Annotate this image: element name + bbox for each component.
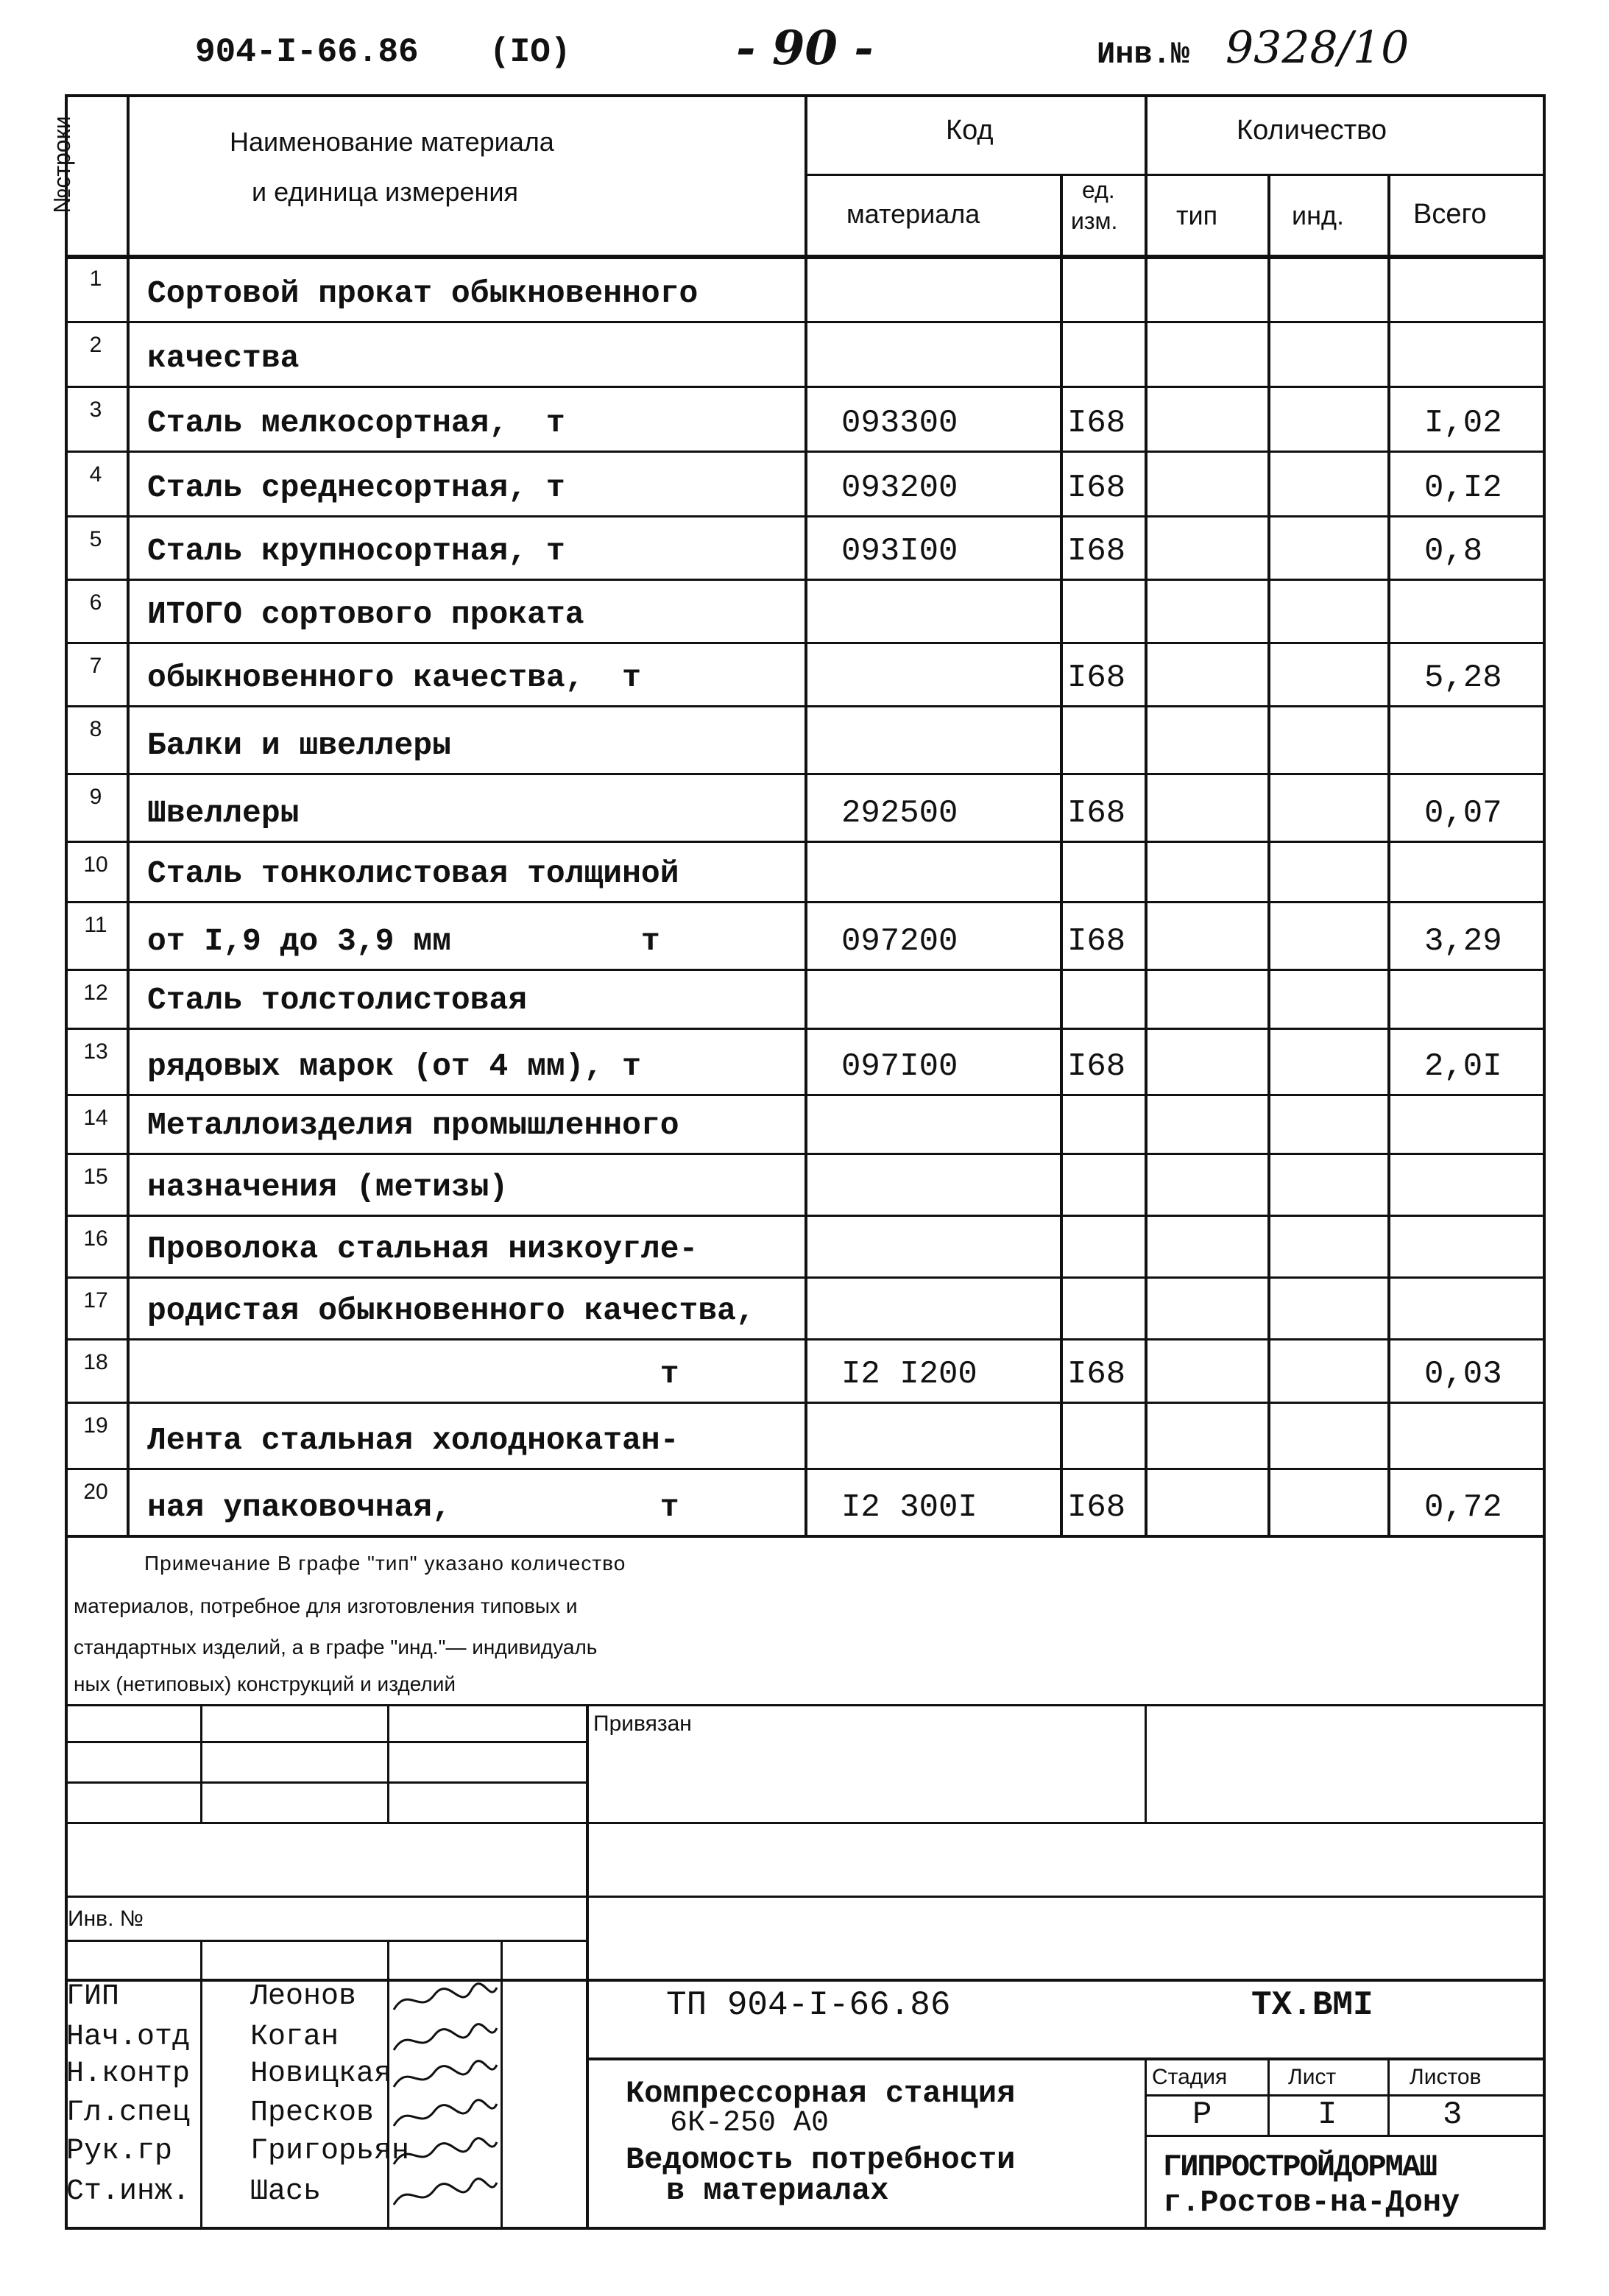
unit-code: I68	[1067, 533, 1126, 570]
material-name: рядовых марок (от 4 мм), т	[147, 1048, 641, 1084]
row-number: 13	[83, 1039, 108, 1064]
stamp-bottom-border	[65, 2227, 1546, 2230]
stamp-grid-line	[65, 1741, 586, 1743]
stamp-col-line	[1387, 2057, 1390, 2135]
unit-code: I68	[1067, 1356, 1126, 1393]
material-header: материала	[846, 199, 980, 229]
material-name: ная упаковочная, т	[147, 1489, 679, 1525]
stamp-col-line	[501, 1940, 503, 2227]
sheet-value: I	[1318, 2097, 1337, 2133]
row-number: 2	[89, 333, 102, 357]
row-divider	[65, 1338, 1546, 1340]
unit-code: I68	[1067, 1048, 1126, 1085]
row-divider	[65, 841, 1546, 843]
name-header-line1: Наименование материала	[230, 127, 554, 157]
stamp-col-line	[1267, 2057, 1270, 2135]
material-name: Сталь толстолистовая	[147, 982, 528, 1018]
row-divider	[65, 321, 1546, 323]
table-right-border	[1543, 94, 1546, 2229]
note-line-1: Примечание В графе "тип" указано количество	[144, 1552, 626, 1575]
sheet-ref: (IO)	[489, 33, 571, 71]
handwritten-signature	[390, 2098, 501, 2135]
row-divider	[65, 1028, 1546, 1030]
signer-name: Шась	[250, 2175, 322, 2208]
row-number: 3	[89, 398, 102, 422]
row-number: 5	[89, 527, 102, 551]
sheets-label: Листов	[1410, 2065, 1482, 2089]
material-name: назначения (метизы)	[147, 1169, 509, 1205]
stamp-col-line	[200, 1704, 202, 1822]
row-divider	[65, 515, 1546, 518]
row-number: 20	[83, 1480, 108, 1504]
sheet-label: Лист	[1288, 2065, 1337, 2089]
material-name: Сталь мелкосортная, т	[147, 405, 565, 441]
note-line-2: материалов, потребное для изготовления типовых и	[74, 1594, 578, 1617]
total-quantity: 0,72	[1424, 1489, 1502, 1526]
stamp-grid-line	[65, 1781, 586, 1784]
row-divider	[65, 773, 1546, 775]
row-divider	[65, 386, 1546, 388]
doc-code: 904-I-66.86	[195, 33, 419, 71]
col-divider-ind	[1387, 174, 1390, 1535]
row-number: 15	[83, 1165, 108, 1189]
name-header-line2: и единица измерения	[252, 177, 519, 207]
col-divider-unit	[1145, 94, 1147, 1535]
row-number: 7	[89, 654, 102, 678]
unit-code: I68	[1067, 660, 1126, 696]
material-name: ИТОГО сортового проката	[147, 596, 584, 632]
material-code: I2 I200	[841, 1356, 977, 1393]
row-number: 1	[89, 266, 102, 291]
page-number: - 90 -	[736, 21, 874, 76]
note-line-3: стандартных изделий, а в графе "инд."— индивидуаль	[74, 1636, 598, 1659]
material-name: Сталь крупносортная, т	[147, 533, 565, 569]
material-name: родистая обыкновенного качества,	[147, 1293, 755, 1329]
row-number: 4	[89, 462, 102, 487]
row-divider	[65, 1153, 1546, 1155]
unit-code: I68	[1067, 923, 1126, 960]
stamp-col-line	[586, 1704, 589, 2228]
unit-header-line2: изм.	[1071, 208, 1118, 234]
row-divider	[65, 579, 1546, 581]
material-name: от I,9 до 3,9 мм т	[147, 923, 660, 959]
row-divider	[65, 901, 1546, 903]
table-bottom-border	[65, 1535, 1546, 1538]
sheets-value: 3	[1443, 2097, 1463, 2133]
stamp-info-border	[586, 2057, 1546, 2060]
signer-role: Гл.спец	[66, 2097, 191, 2130]
col-divider-code	[1060, 174, 1063, 1535]
row-number-header: №строки	[49, 116, 75, 213]
row-divider	[65, 705, 1546, 707]
total-quantity: 2,0I	[1424, 1048, 1502, 1085]
material-name: т	[147, 1356, 679, 1392]
material-name: Сортовой прокат обыкновенного	[147, 275, 699, 311]
title-line-2: 6К-250 А0	[670, 2107, 830, 2140]
signer-name: Новицкая	[250, 2057, 392, 2091]
row-number: 16	[83, 1226, 108, 1251]
total-quantity: I,02	[1424, 405, 1502, 442]
row-number: 18	[83, 1350, 108, 1374]
material-name: Лента стальная холоднокатан-	[147, 1422, 679, 1458]
organization-line-1: ГИПРОСТРОЙДОРМАШ	[1163, 2150, 1437, 2185]
row-number: 14	[83, 1106, 108, 1130]
total-quantity: 5,28	[1424, 660, 1502, 696]
quantity-header: Количество	[1237, 115, 1387, 146]
drawing-mark: ТХ.ВМI	[1251, 1986, 1373, 2024]
header-sub-divider	[804, 174, 1543, 176]
handwritten-signature	[390, 2059, 501, 2096]
signer-role: ГИП	[66, 1980, 120, 2013]
total-quantity: 0,07	[1424, 795, 1502, 832]
ind-header: инд.	[1292, 200, 1344, 230]
signer-role: Н.контр	[66, 2057, 191, 2091]
signer-role: Нач.отд	[66, 2021, 191, 2054]
row-number: 11	[84, 913, 107, 937]
material-name: обыкновенного качества, т	[147, 660, 641, 696]
material-code: 093300	[841, 405, 958, 442]
material-name: качества	[147, 340, 300, 376]
stamp-grid-line	[65, 1940, 586, 1942]
stamp-col-line	[1145, 2057, 1147, 2228]
total-quantity: 3,29	[1424, 923, 1502, 960]
row-number: 12	[83, 981, 108, 1005]
handwritten-signature	[390, 2177, 501, 2214]
signer-name: Леонов	[250, 1980, 357, 2013]
material-name: Сталь тонколистовая толщиной	[147, 855, 679, 891]
stage-value: Р	[1192, 2097, 1212, 2133]
unit-code: I68	[1067, 1489, 1126, 1526]
row-number: 10	[83, 852, 108, 877]
stamp-col-line	[200, 1940, 202, 2227]
total-quantity: 0,03	[1424, 1356, 1502, 1393]
material-name: Швеллеры	[147, 795, 300, 831]
row-divider	[65, 451, 1546, 453]
total-quantity: 0,8	[1424, 533, 1483, 570]
handwritten-signature	[390, 2136, 501, 2173]
signer-name: Пресков	[250, 2097, 375, 2130]
stamp-grid-line	[65, 1822, 1546, 1824]
inventory-label: Инв.№	[1097, 37, 1190, 72]
signer-role: Ст.инж.	[66, 2175, 191, 2208]
row-number: 19	[83, 1413, 108, 1438]
unit-code: I68	[1067, 405, 1126, 442]
code-header: Код	[946, 115, 994, 146]
row-number: 8	[89, 717, 102, 741]
row-divider	[65, 1402, 1546, 1404]
stage-label: Стадия	[1152, 2065, 1228, 2089]
material-name: Металлоизделия промышленного	[147, 1107, 679, 1143]
material-code: 292500	[841, 795, 958, 832]
tip-header: тип	[1176, 200, 1218, 230]
signer-name: Григорьян	[250, 2135, 410, 2168]
stamp-col-line	[387, 1704, 389, 1822]
col-divider-tip	[1267, 174, 1270, 1535]
title-line-3: Ведомость потребности	[626, 2142, 1016, 2177]
privyazan-label: Привязан	[593, 1712, 692, 1736]
material-code: 097I00	[841, 1048, 958, 1085]
handwritten-signature	[390, 1982, 501, 2018]
material-code: I2 300I	[841, 1489, 977, 1526]
material-code: 097200	[841, 923, 958, 960]
material-name: Сталь среднесортная, т	[147, 470, 565, 506]
unit-header-line1: ед.	[1082, 177, 1115, 203]
row-divider	[65, 1215, 1546, 1217]
note-line-4: ных (нетиповых) конструкций и изделий	[74, 1672, 456, 1695]
stamp-top-border	[65, 1704, 1546, 1706]
unit-code: I68	[1067, 795, 1126, 832]
stamp-grid-line	[65, 1896, 1546, 1898]
row-number: 6	[89, 590, 102, 615]
material-name: Проволока стальная низкоугле-	[147, 1231, 699, 1267]
row-divider	[65, 1468, 1546, 1470]
row-divider	[65, 969, 1546, 971]
row-divider	[65, 1276, 1546, 1279]
total-quantity: 0,I2	[1424, 470, 1502, 506]
inventory-no-label: Инв. №	[68, 1907, 144, 1931]
stamp-col-line	[1145, 1704, 1147, 1822]
inventory-number: 9328/10	[1226, 22, 1410, 74]
material-code: 093I00	[841, 533, 958, 570]
total-header: Всего	[1413, 199, 1487, 230]
title-line-4: в материалах	[666, 2173, 889, 2208]
handwritten-signature	[390, 2022, 501, 2059]
material-name: Балки и швеллеры	[147, 727, 451, 763]
row-divider	[65, 642, 1546, 644]
col-divider-rownum	[127, 94, 130, 1535]
signer-name: Коган	[250, 2021, 339, 2054]
col-divider-name	[804, 94, 807, 1535]
organization-line-2: г.Ростов-на-Дону	[1163, 2185, 1460, 2220]
project-code: ТП 904-I-66.86	[666, 1986, 951, 2024]
row-divider	[65, 1094, 1546, 1096]
signer-role: Рук.гр	[66, 2135, 173, 2168]
row-number: 17	[83, 1288, 108, 1313]
row-number: 9	[89, 785, 102, 809]
title-line-1: Компрессорная станция	[626, 2076, 1016, 2111]
stamp-stage-value-line	[1145, 2135, 1546, 2137]
unit-code: I68	[1067, 470, 1126, 506]
material-code: 093200	[841, 470, 958, 506]
